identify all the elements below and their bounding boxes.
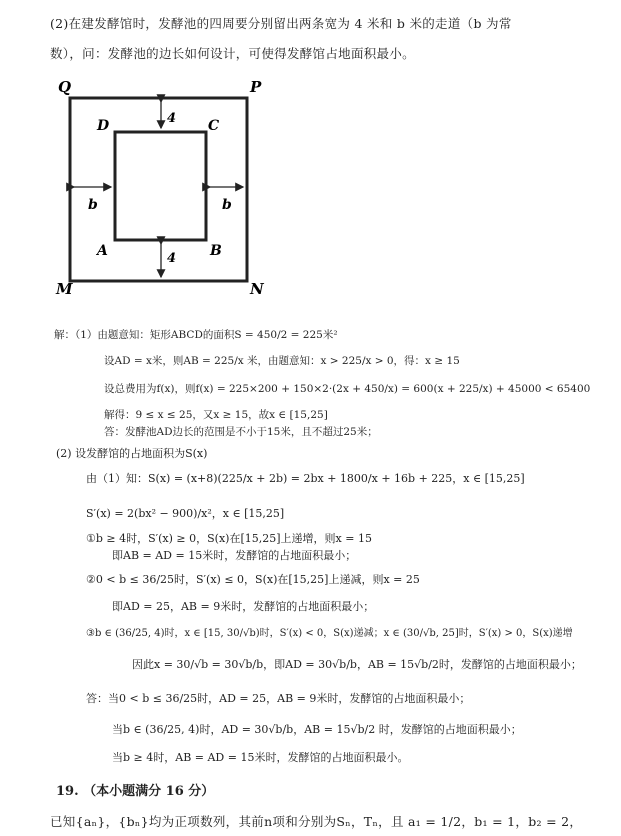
gap-bottom-label: 4 <box>167 251 177 266</box>
answer-line3: 当b ≥ 4时，AB = AD = 15米时，发酵馆的占地面积最小。 <box>112 751 409 764</box>
sol-p1-line4: 解得：9 ≤ x ≤ 25，又x ≥ 15，故x ∈ [15,25] <box>104 409 328 421</box>
case3-line1: ③b ∈ (36/25, 4)时，x ∈ [15, 30/√b)时，S′(x) < 0，S(x)递减；x ∈ (30/√b, 25]时，S′(x) > 0，S(x)递增 <box>86 628 573 639</box>
gap-top-label: 4 <box>167 111 177 126</box>
question-line-2: 数），问：发酵池的边长如何设计，可使得发酵馆占地面积最小。 <box>50 46 415 61</box>
problem-19-text: 已知{aₙ}，{bₙ}均为正项数列，其前n项和分别为Sₙ，Tₙ，且 a₁ = 1/2，b₁ = 1，b₂ = 2， <box>50 814 583 829</box>
sol-p1-head: 解：（1）由题意知：矩形ABCD的面积S = 450/2 = 225米² <box>54 329 338 341</box>
gap-left-label: b <box>88 197 98 213</box>
gap-right-label: b <box>222 197 232 213</box>
label-a: A <box>97 243 108 259</box>
case3-line2: 因此x = 30/√b = 30√b/b，即AD = 30√b/b，AB = 15√b/2时，发酵馆的占地面积最小； <box>132 658 582 671</box>
label-c: C <box>208 118 220 134</box>
label-q: Q <box>58 78 72 96</box>
question-line-1: (2)在建发酵馆时，发酵池的四周要分别留出两条宽为 4 米和 b 米的走道（b 为常 <box>50 16 512 31</box>
label-n: N <box>250 280 264 298</box>
sol-p1-line3: 设总费用为f(x)，则f(x) = 225×200 + 150×2·(2x + 450/x) = 600(x + 225/x) + 45000 < 65400 <box>104 383 591 395</box>
answer-line1: 答：当0 < b ≤ 36/25时，AD = 25，AB = 9米时，发酵馆的占地面积最小； <box>86 692 471 705</box>
label-d: D <box>97 118 110 134</box>
sol-p1-line2: 设AD = x米，则AB = 225/x 米，由题意知：x > 225/x > 0，得：x ≥ 15 <box>104 355 460 367</box>
label-b: B <box>210 243 222 259</box>
inner-rect-abcd <box>115 132 206 240</box>
label-m: M <box>56 280 73 298</box>
problem-19-heading: 19. （本小题满分 16 分） <box>56 784 215 799</box>
fermentation-diagram <box>40 72 280 302</box>
sol-p1-line5: 答：发酵池AD边长的范围是不小于15米，且不超过25米； <box>104 426 378 438</box>
label-p: P <box>250 78 262 96</box>
sol-p2-head: (2) 设发酵馆的占地面积为S(x) <box>56 447 208 460</box>
answer-line2: 当b ∈ (36/25, 4)时，AD = 30√b/b，AB = 15√b/2 时，发酵馆的占地面积最小； <box>112 723 522 736</box>
case2-line1: ②0 < b ≤ 36/25时，S′(x) ≤ 0，S(x)在[15,25]上递减，则x = 25 <box>86 573 420 586</box>
sol-p2-line2: 由（1）知：S(x) = (x+8)(225/x + 2b) = 2bx + 1800/x + 16b + 225，x ∈ [15,25] <box>86 472 525 485</box>
case1-line1: ①b ≥ 4时，S′(x) ≥ 0，S(x)在[15,25]上递增，则x = 15 <box>86 532 372 545</box>
case1-line2: 即AB = AD = 15米时，发酵馆的占地面积最小； <box>112 549 357 562</box>
sol-p2-line3: S′(x) = 2(bx² − 900)/x²，x ∈ [15,25] <box>86 507 285 520</box>
case2-line2: 即AD = 25，AB = 9米时，发酵馆的占地面积最小； <box>112 600 375 613</box>
